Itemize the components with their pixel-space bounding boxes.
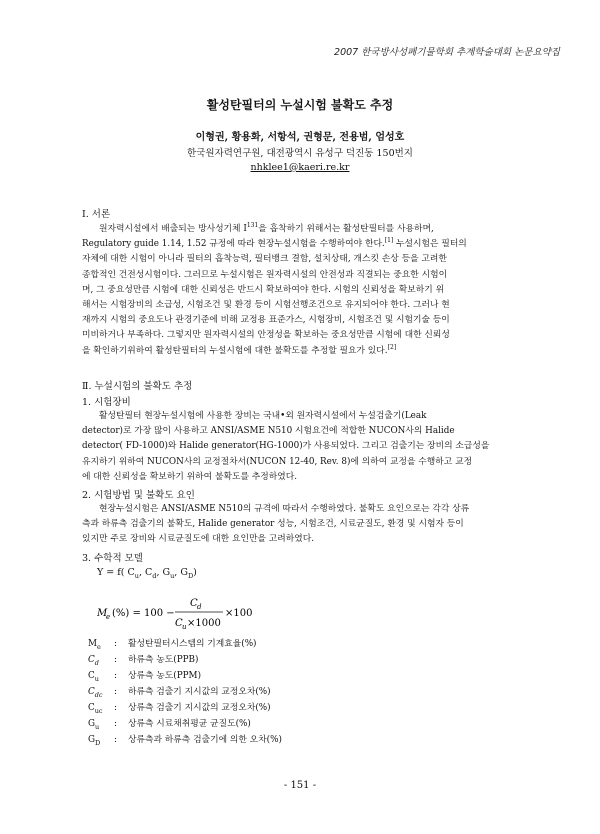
definition-row	[88, 700, 282, 716]
definition-symbol	[88, 636, 114, 652]
intro-line: 재까지 시험의 중요도나 관경기준에 비해 교정용 표준가스, 시험장비, 시험조건 및 시험기술 등이	[82, 315, 450, 326]
text: )	[193, 567, 197, 578]
subscript: D	[187, 571, 194, 580]
definition-colon: :	[114, 655, 117, 665]
text: Regulatory guide 1.14, 1.52 규정에 따라 현장누설시험을 수행하여야 한다.	[82, 239, 385, 250]
efficiency-equation	[97, 592, 357, 634]
symbol: G	[88, 719, 96, 729]
symbol: C	[88, 687, 95, 697]
intro-line	[82, 222, 524, 237]
text: 누설시험은 필터의	[393, 239, 467, 250]
definition-row	[88, 668, 282, 684]
definition-symbol	[88, 652, 114, 668]
subsection-heading-method: 2. 시험방법 및 불확도 요인	[82, 490, 195, 501]
eq-denominator-sub: u	[182, 623, 187, 631]
intro-line: 며, 그 중요성만큼 시험에 대한 신뢰성은 반드시 확보하여야 한다. 시험의 신뢰성을 확보하기 위	[82, 284, 445, 295]
eq-lhs: M	[97, 608, 108, 619]
method-line: 있지만 주로 장비와 시료균질도에 대한 요인만을 고려하였다.	[82, 534, 315, 545]
definition-row	[88, 684, 282, 700]
text: 원자력시설에서 배출되는 방사성기체 I	[99, 224, 247, 234]
eq-numerator-sub: d	[197, 603, 202, 611]
eq-denominator-mult: ×1000	[187, 618, 221, 629]
intro-line: 미비하거나 부족하다. 그렇지만 원자력시설의 안정성을 확보하는 중요성만큼 시험에 대한 신뢰성	[82, 330, 450, 341]
equipment-line: 에 대한 신뢰성을 확보하기 위하여 불확도를 추정하였다.	[82, 471, 298, 482]
text: , G	[174, 567, 188, 578]
definition-symbol	[88, 668, 114, 684]
symbol-subscript: u	[95, 722, 100, 731]
definition-text: 상류측 농도(PPM)	[128, 671, 201, 681]
eq-unit: (%) = 100 −	[112, 608, 175, 619]
definition-text: 상류측 시료채취평균 균질도(%)	[128, 719, 251, 729]
text: , C	[138, 567, 153, 578]
definition-text: 활성탄필터시스템의 기계효율(%)	[128, 639, 257, 649]
definition-symbol	[88, 732, 114, 748]
definition-colon: :	[114, 687, 117, 697]
subscript: u	[170, 571, 175, 580]
definition-text: 상류측 검출기 지시값의 교정오차(%)	[128, 703, 271, 713]
paper-title: 활성탄필터의 누설시험 불확도 추정	[206, 98, 394, 112]
intro-line: 자체에 대한 시험이 아니라 필터의 흡착능력, 필터뱅크 결함, 설치상태, 개스킷 손상 등을 고려한	[82, 254, 447, 265]
text: Y = f( C	[97, 567, 135, 578]
page-number: - 151 -	[283, 780, 317, 791]
superscript: 131	[246, 222, 259, 230]
definition-row	[88, 636, 282, 652]
equipment-line: detector( FD-1000)와 Halide generator(HG-1000)가 사용되었다. 그리고 검출기는 장비의 소급성을	[82, 441, 490, 452]
affiliation: 한국원자력연구원, 대전광역시 유성구 덕진동 150번지	[187, 148, 413, 159]
method-line: 측과 하류측 검출기의 불확도, Halide generator 성능, 시험조건, 시료균질도, 환경 및 시험자 등이	[82, 519, 464, 530]
subsection-heading-model: 3. 수학적 모델	[82, 553, 143, 564]
symbol: M	[88, 639, 98, 649]
citation: [2]	[387, 343, 397, 351]
symbol-subscript: uc	[94, 706, 103, 715]
definition-colon: :	[114, 639, 117, 649]
definition-text: 하류측 농도(PPB)	[128, 655, 199, 665]
author-list: 이형권, 황용화, 서항석, 권형문, 전용범, 엄성호	[195, 132, 405, 143]
model-function	[97, 567, 197, 578]
eq-denominator: C	[175, 618, 183, 629]
variable-definitions	[88, 636, 282, 748]
symbol: C	[88, 655, 95, 665]
definition-text: 상류측과 하류측 검출기에 의한 오차(%)	[128, 735, 282, 745]
equipment-line: 활성탄필터 현장누설시험에 사용한 장비는 국내•외 원자력시설에서 누설검출기(Leak	[99, 411, 427, 421]
eq-lhs-sub: e	[106, 613, 111, 621]
subsection-heading-equipment: 1. 시험장비	[82, 397, 131, 408]
definition-row	[88, 716, 282, 732]
definition-colon: :	[114, 735, 117, 745]
method-paragraph	[82, 502, 524, 548]
definition-symbol	[88, 700, 114, 716]
definition-symbol	[88, 684, 114, 700]
equipment-line: 유지하기 위하여 NUCON사의 교정절차서(NUCON 12-40, Rev. 8)에 의하여 교정을 수행하고 교정	[82, 456, 473, 467]
running-header: 2007 한국방사성폐기물학회 추계학술대회 논문요약집	[334, 47, 560, 58]
intro-line	[82, 344, 524, 359]
definition-row	[88, 732, 282, 748]
definition-colon: :	[114, 719, 117, 729]
text: 을 흡착하기 위해서는 활성탄필터를 사용하며,	[258, 224, 434, 234]
text: 을 확인하기위하여 활성탄필터의 누설시험에 대한 불확도를 추정할 필요가 있다.	[82, 345, 388, 356]
equipment-paragraph	[82, 409, 524, 485]
definition-colon: :	[114, 703, 117, 713]
email-link[interactable]: nhklee1@kaeri.re.kr	[250, 162, 350, 173]
symbol: C	[88, 703, 95, 713]
section-heading-uncertainty: Ⅱ. 누설시험의 불확도 추정	[82, 381, 193, 392]
intro-line	[82, 237, 524, 252]
intro-line: 종합적인 건전성시험이다. 그러므로 누설시험은 원자력시설의 안전성과 직결되는 중요한 시험이	[82, 269, 448, 280]
equipment-line: detector)로 가장 많이 사용하고 ANSI/ASME N510 시험요건에 적합한 NUCON사의 Halide	[82, 426, 455, 437]
symbol-subscript: dc	[94, 690, 103, 699]
intro-line: 해서는 시험장비의 소급성, 시험조건 및 환경 등이 시험선행조건으로 유지되어야 한다. 그러나 현	[82, 300, 450, 311]
symbol-subscript: D	[95, 738, 101, 747]
section-heading-intro: Ⅰ. 서론	[82, 209, 111, 220]
citation: [1]	[384, 237, 394, 245]
symbol: C	[88, 671, 95, 681]
intro-paragraph	[82, 222, 524, 359]
symbol-subscript: d	[94, 658, 99, 667]
eq-numerator: C	[190, 598, 198, 609]
subscript: u	[134, 571, 139, 580]
symbol-subscript: e	[97, 642, 101, 651]
eq-times: ×100	[225, 608, 253, 619]
definition-symbol	[88, 716, 114, 732]
symbol: G	[88, 735, 96, 745]
definition-row	[88, 652, 282, 668]
definition-text: 하류측 검출기 지시값의 교정오차(%)	[128, 687, 271, 697]
definition-colon: :	[114, 671, 117, 681]
method-line: 현장누설시험은 ANSI/ASME N510의 규격에 따라서 수행하였다. 불확도 요인으로는 각각 상류	[99, 504, 470, 514]
symbol-subscript: u	[94, 674, 99, 683]
subscript: d	[152, 571, 157, 580]
text: , G	[156, 567, 171, 578]
